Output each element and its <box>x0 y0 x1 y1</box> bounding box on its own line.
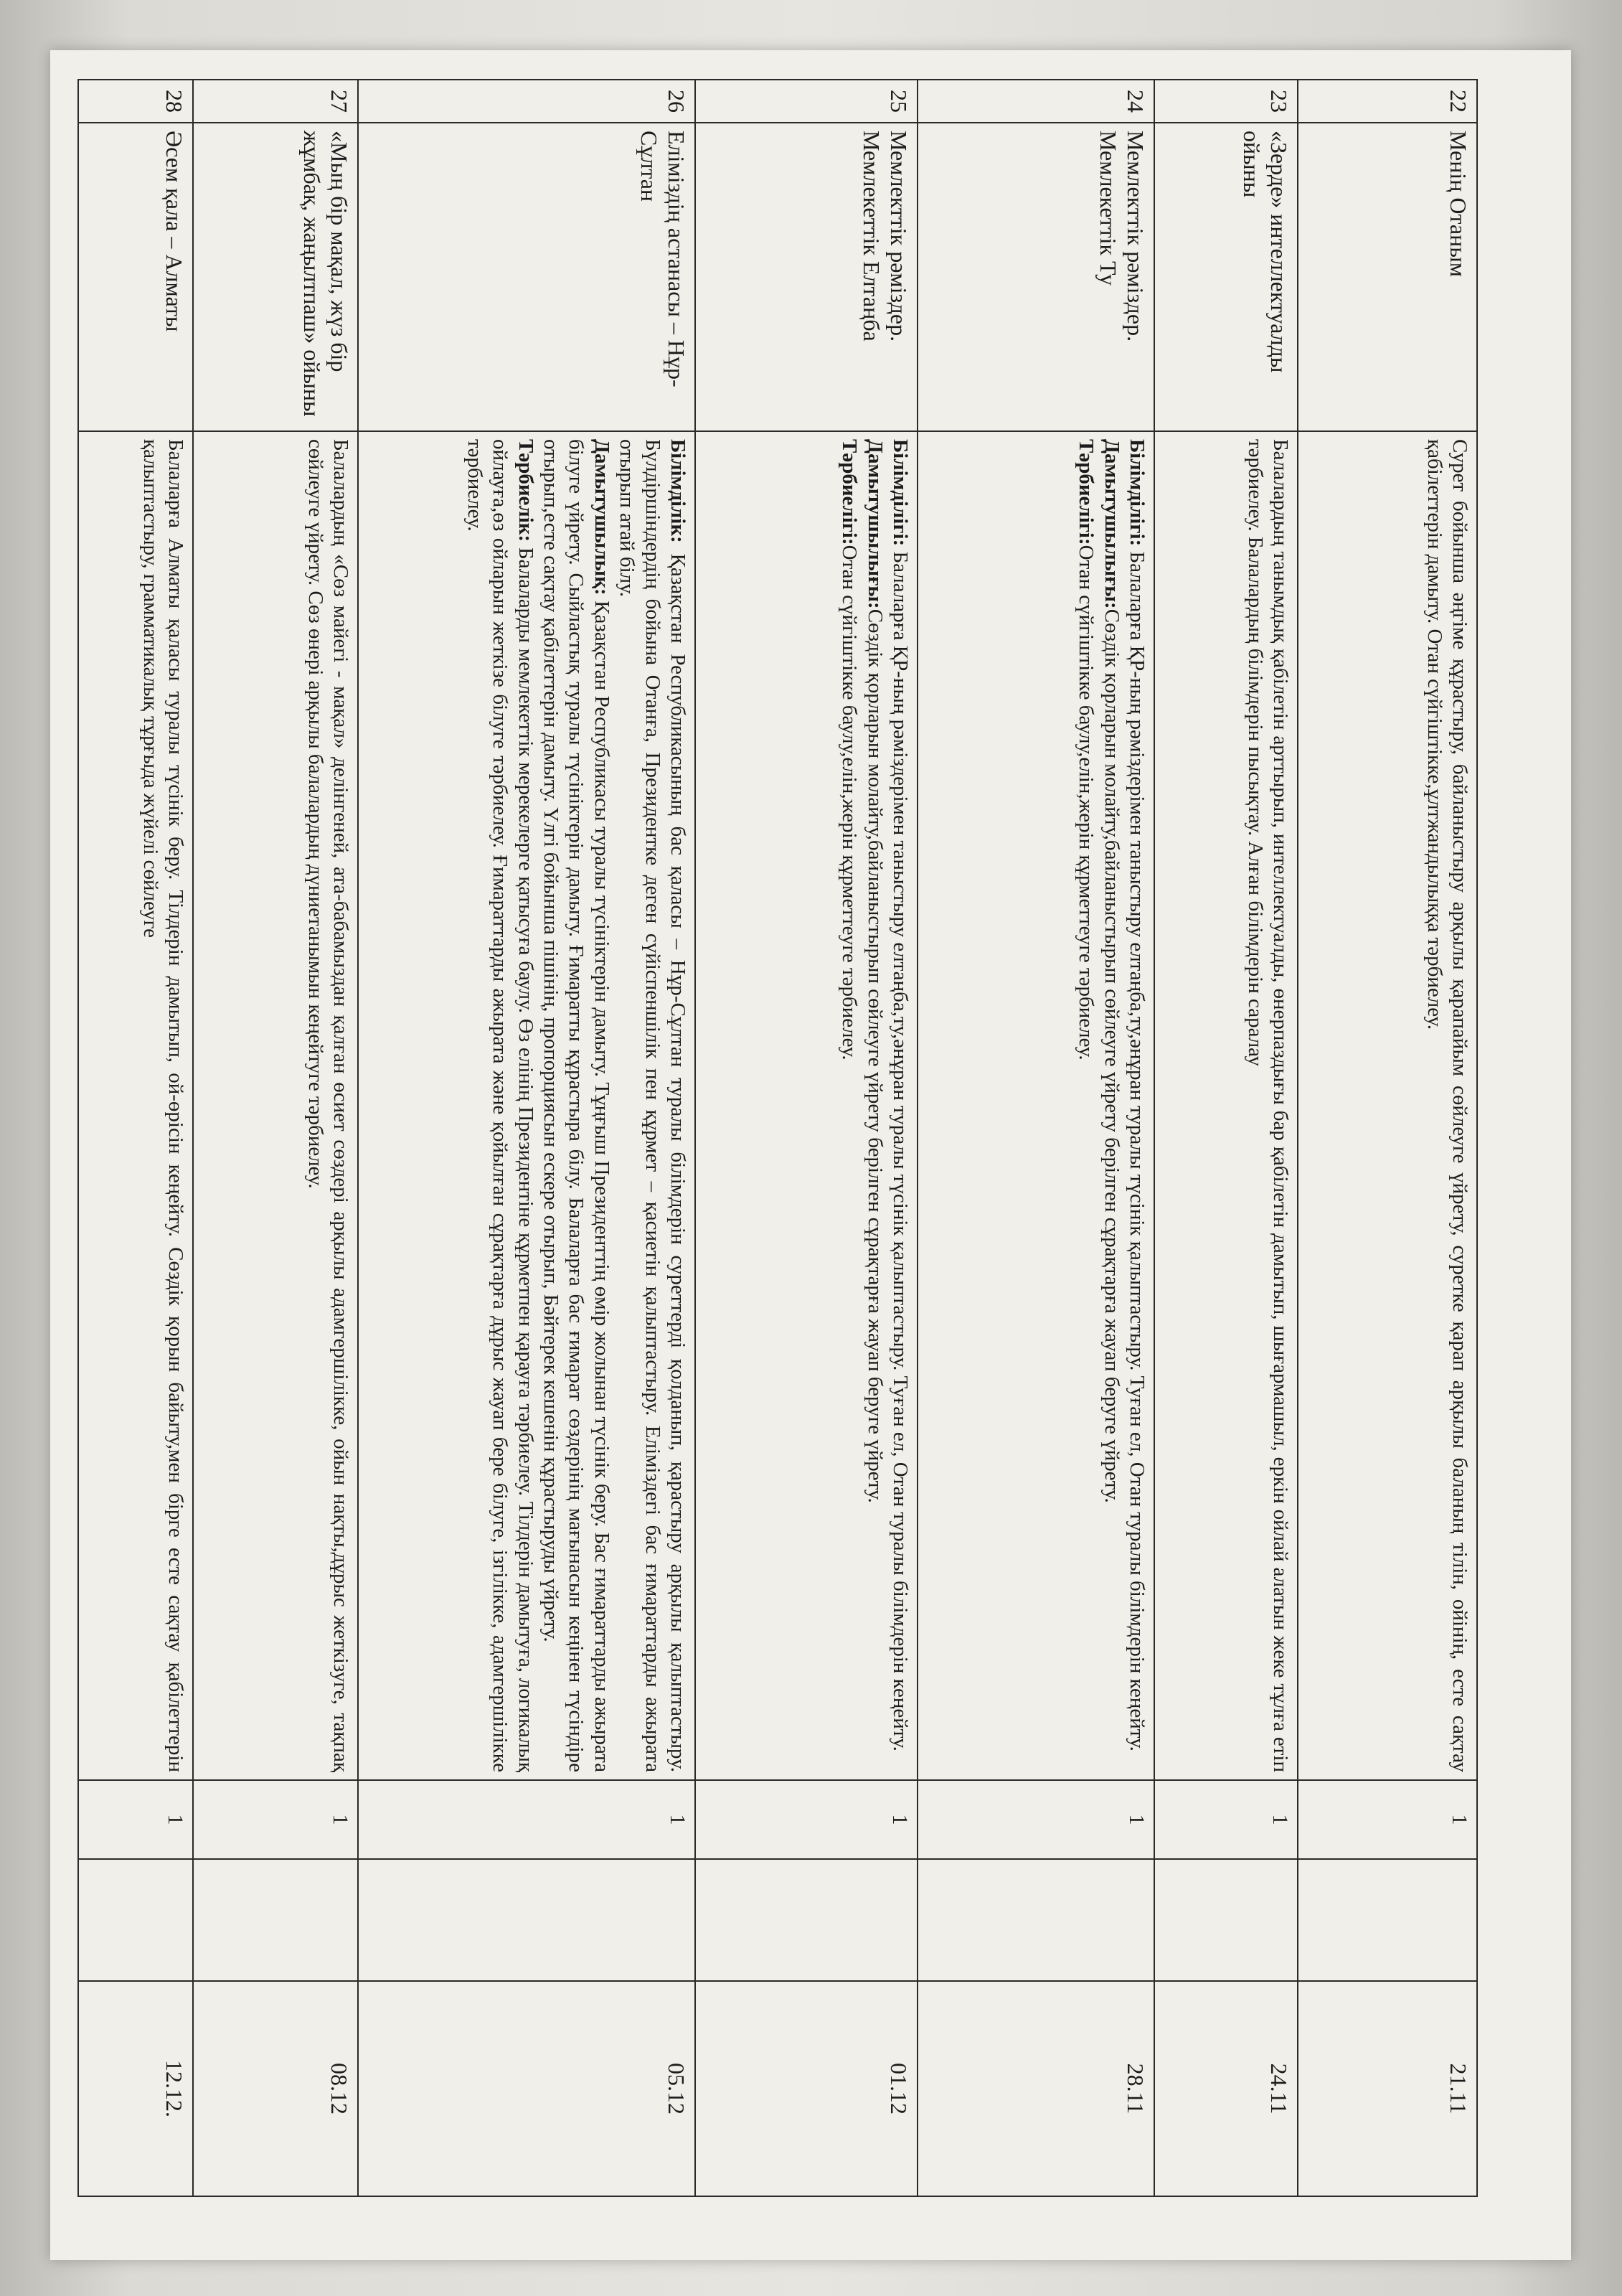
empty-cell <box>358 1859 695 1981</box>
objective-paragraph <box>614 439 690 1772</box>
row-number: 26 <box>358 80 695 123</box>
objective-label: Дамытушылығы: <box>863 439 887 609</box>
objective-text: Балалардың «Сөз майегі - мақал» делінгеней, ата-бабамыздан қалған өсиет сөздері арқылы адамгершілікке, ойын нақты,дұрыс жеткізуге, тақпақ сөйлеуге үйрету. Сөз өнері арқылы балалардың дүниетанымын кеңейтуге тәрбиелеу. <box>303 439 352 1772</box>
objective-label: Тәрбиелік: <box>514 439 537 542</box>
objective-paragraph <box>302 439 353 1772</box>
objective-label: Дамытушылық: <box>590 439 613 596</box>
lesson-objectives <box>918 431 1154 1780</box>
hours-count: 1 <box>78 1780 193 1859</box>
table-row <box>1298 80 1477 2196</box>
objective-label: Білімділік: <box>666 439 689 543</box>
objective-paragraph <box>836 439 862 1772</box>
objective-text: Қазақстан Республикасының бас қаласы – Нұр-Сұлтан туралы білімдерін суреттерді қолданып, қарастыру арқылы қалыптастыру. Бүлдіршіндердің бойына Отанға, Президентке деген сүйіспеншілік пен құрмет – қасиетін қалыптастыру. Еліміздегі бас ғимараттарды ажырата отырып атай білу. <box>616 439 689 1772</box>
lesson-date: 24.11 <box>1154 1981 1298 2196</box>
lesson-plan-table <box>77 79 1478 2197</box>
lesson-topic: Мемлекттік рәміздер. Мемлекеттік Елтаңба <box>695 123 918 431</box>
lesson-date: 05.12 <box>358 1981 695 2196</box>
lesson-topic: Еліміздің астанасы – Нұр-Сұлтан <box>358 123 695 431</box>
objective-text: Балаларға ҚР-ның рәміздерімен таныстыру елтаңба,ту,әнұран туралы түсінік қалыптастыру. Туған ел, Отан туралы білімдерін кеңейту. <box>1126 546 1149 1751</box>
lesson-date: 12.12. <box>78 1981 193 2196</box>
objective-text: Балаларға Алматы қаласы туралы түсінік беру. Тілдерін дамытып, ой-өрісін кеңейту. Сөздік қорын байыту,мен бірге есте сақтау қабілеттерін қалыптастыру, грамматикалық тұрғыда жүйелі сөйлеуге <box>138 439 187 1772</box>
hours-count: 1 <box>358 1780 695 1859</box>
lesson-date: 21.11 <box>1298 1981 1477 2196</box>
objective-text: Балаларға ҚР-ның рәміздерімен таныстыру елтаңба,ту,әнұран туралы түсінік қалыптастыру. Туған ел, Отан туралы білімдерін кеңейту. <box>889 546 912 1751</box>
objective-text: Сөздік қорларын молайту,байланыстырып сөйлеуге үйрету берілген сұрақтарға жауап беруге үйрету. <box>1100 608 1123 1503</box>
lesson-date: 01.12 <box>695 1981 918 2196</box>
empty-cell <box>193 1859 358 1981</box>
lesson-objectives <box>78 431 193 1780</box>
row-number: 25 <box>695 80 918 123</box>
objective-label: Тәрбиелігі: <box>1075 439 1098 545</box>
lesson-objectives <box>193 431 358 1780</box>
objective-label: Дамытушылығы: <box>1100 439 1123 609</box>
empty-cell <box>1298 1859 1477 1981</box>
objective-text: Отан сүйгіштікке баулу,елін,жерін құрметтеуге тәрбиелеу. <box>838 545 862 1060</box>
rotated-page <box>72 79 1478 2196</box>
objective-paragraph <box>862 439 887 1772</box>
hours-count: 1 <box>918 1780 1154 1859</box>
objective-text: Сурет бойынша әңгіме құрастыру, байланыстыру арқылы қарапайым сөйлеуге үйрету, суретке қарап арқылы баланың тілін, ойінің, есте сақтау қабілеттерін дамыту. Отан сүйгіштікке,ұлтжандылыққа тәрбиелеу. <box>1423 439 1471 1772</box>
objective-paragraph <box>1098 439 1123 1772</box>
row-number: 28 <box>78 80 193 123</box>
objective-label: Білімділігі: <box>889 439 912 547</box>
objective-text: Отан сүйгіштікке баулу,елін,жерін құрметтеуге тәрбиелеу. <box>1075 545 1098 1060</box>
table-row <box>78 80 193 2196</box>
lesson-topic: Менің Отаным <box>1298 123 1477 431</box>
empty-cell <box>1154 1859 1298 1981</box>
objective-paragraph <box>462 439 538 1772</box>
empty-cell <box>695 1859 918 1981</box>
row-number: 27 <box>193 80 358 123</box>
objective-text: Балалардың танымдық қабілетін арттырып, интеллектуалды, өнерпаздығы бар қабілетін дамытып, шығармашыл, еркін ойлай алатын жеке тұлға етіп тәрбиелеу. Балалардың білімдерін пысықтау. Алған білімдерін саралау <box>1243 439 1292 1772</box>
lesson-topic: Мемлекттік рәміздер. Мемлекеттік Ту <box>918 123 1154 431</box>
lesson-objectives <box>695 431 918 1780</box>
lesson-objectives <box>1154 431 1298 1780</box>
row-number: 24 <box>918 80 1154 123</box>
objective-text: Балаларды мемлекеттік мерекелерге қатысуға баулу. Өз елінің Президентіне құрметпен қарауға тәрбиелеу. Тілдерін дамытуға, логикалық ойлауға,өз ойларын жеткізе білуге тәрбиелеу. Ғимараттарды ажырата және қойылған сұрақтарға дұрыс жауап бере білуге, ізгілікке, адамгершілікке тәрбиелеу. <box>463 439 537 1772</box>
objective-paragraph <box>538 439 614 1772</box>
hours-count: 1 <box>1298 1780 1477 1859</box>
table-row <box>918 80 1154 2196</box>
lesson-objectives <box>358 431 695 1780</box>
objective-paragraph <box>1421 439 1472 1772</box>
objective-text: Қазақстан Республикасы туралы түсініктерін дамыту. Тұңғыш Президенттің өмір жолынан түсінік беру. Бас ғимараттарды ажырата білуге үйрету. Сыйластық туралы түсініктерін дамыту. Ғимаратты құрастыра білу. Балаларға бас ғимарат сөздерінің мағынасын кеңінен түсіндіре отырып,есте сақтау қабілеттерін дамыту. Үлгі бойынша пішінің, пропорциясын ескере отырып, Бәйтерек кешенін құрастыруды үйрету. <box>539 439 613 1772</box>
lesson-topic: «Мың бір мақал, жүз бір жұмбақ, жаңылтпаш» ойыны <box>193 123 358 431</box>
objective-paragraph <box>1073 439 1098 1772</box>
empty-cell <box>918 1859 1154 1981</box>
table-row <box>695 80 918 2196</box>
objective-paragraph <box>137 439 188 1772</box>
objective-paragraph <box>1242 439 1293 1772</box>
lesson-date: 28.11 <box>918 1981 1154 2196</box>
objective-label: Білімділігі: <box>1126 439 1149 547</box>
lesson-objectives <box>1298 431 1477 1780</box>
lesson-topic: «Зерде» интеллектуалды ойыны <box>1154 123 1298 431</box>
table-row <box>1154 80 1298 2196</box>
lesson-date: 08.12 <box>193 1981 358 2196</box>
row-number: 23 <box>1154 80 1298 123</box>
hours-count: 1 <box>193 1780 358 1859</box>
table-row <box>193 80 358 2196</box>
objective-paragraph <box>1124 439 1149 1772</box>
hours-count: 1 <box>695 1780 918 1859</box>
row-number: 22 <box>1298 80 1477 123</box>
lesson-topic: Әсем қала – Алматы <box>78 123 193 431</box>
hours-count: 1 <box>1154 1780 1298 1859</box>
empty-cell <box>78 1859 193 1981</box>
table-row <box>358 80 695 2196</box>
objective-paragraph <box>887 439 913 1772</box>
objective-text: Сөздік қорларын молайту,байланыстырып сөйлеуге үйрету берілген сұрақтарға жауап беруге үйрету. <box>863 608 887 1503</box>
objective-label: Тәрбиелігі: <box>838 439 862 545</box>
table-body <box>78 80 1477 2196</box>
